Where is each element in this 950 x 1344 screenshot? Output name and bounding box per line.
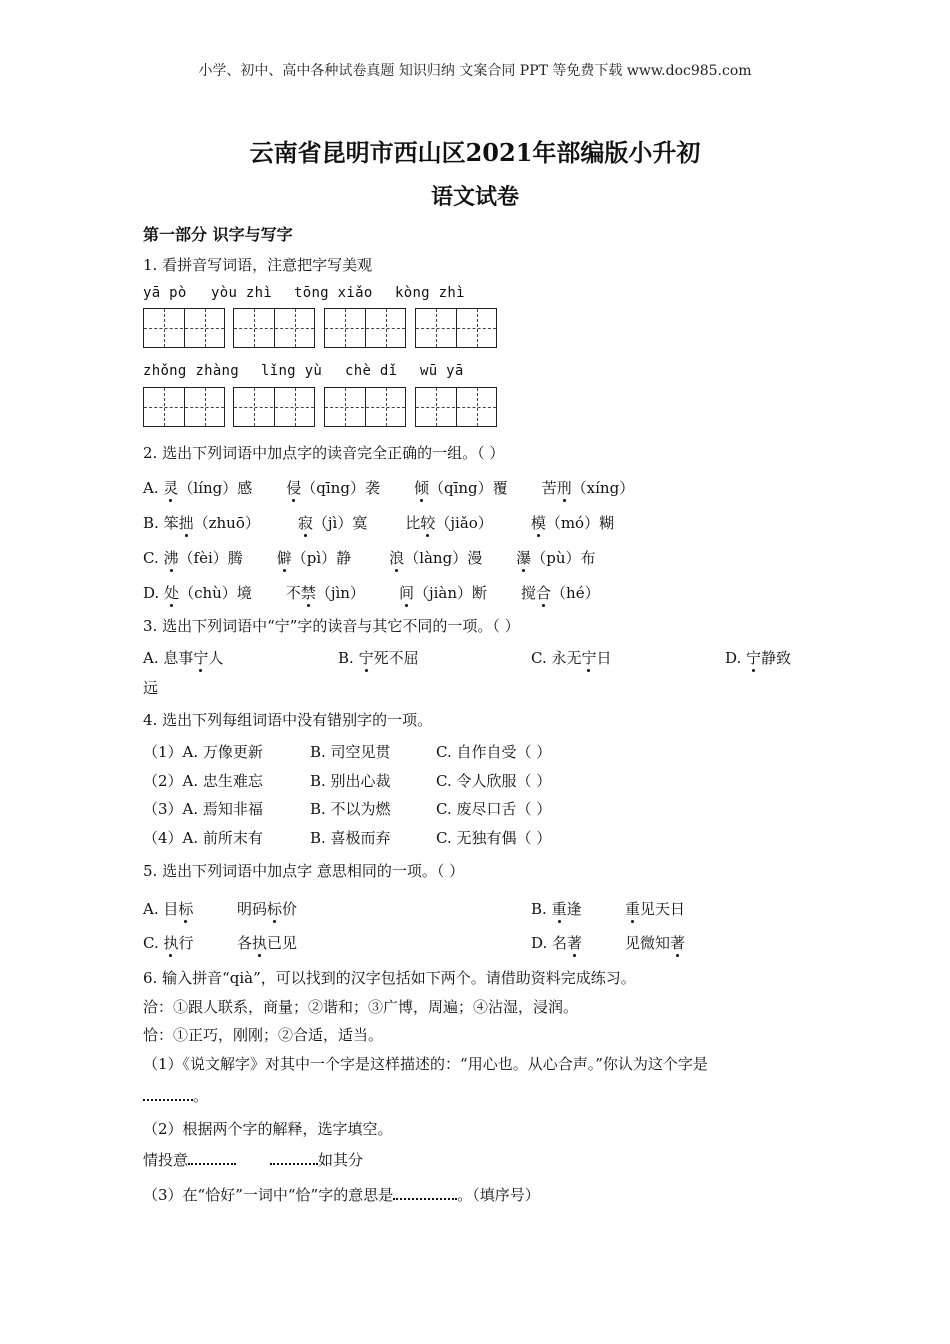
subquestion-6-3: （3）在“恰好”一词中“恰”字的意思是 。（填序号） (143, 1186, 540, 1204)
option-3a: A. 息事宁人 (143, 649, 224, 667)
answer-blank[interactable] (393, 1184, 457, 1200)
pinyin-7: chè dǐ (345, 363, 398, 379)
q4-row: C. 无独有偶（ ） (436, 829, 552, 847)
pinyin-8: wū yā (420, 363, 464, 379)
question-2: 2. 选出下列词语中加点字的读音完全正确的一组。（ ） (143, 444, 505, 462)
q4-row: C. 废尽口舌（ ） (436, 800, 552, 818)
page-header: 小学、初中、高中各种试卷真题 知识归纳 文案合同 PPT 等免费下载 www.doc985.com (198, 63, 752, 79)
writing-grid[interactable] (233, 387, 315, 427)
option-5d-2: 见微知著 (625, 934, 686, 952)
writing-grid[interactable] (415, 308, 497, 348)
section-heading: 第一部分 识字与写字 (143, 225, 293, 244)
answer-blank[interactable] (270, 1149, 318, 1165)
option-2b: B. 笨拙（zhuō） 寂（jì）寞 比较（jiǎo） 模（mó）糊 (143, 514, 615, 532)
q4-row: B. 不以为燃 (310, 800, 391, 818)
option-5d: D. 名著 (531, 934, 583, 952)
pinyin-5: zhǒng zhàng (143, 363, 240, 379)
option-5b-2: 重见天日 (625, 900, 686, 918)
pinyin-6: lǐng yù (261, 363, 323, 379)
question-3: 3. 选出下列词语中“宁”字的读音与其它不同的一项。（ ） (143, 617, 520, 635)
writing-grid[interactable] (143, 308, 225, 348)
q4-row: C. 令人欣服（ ） (436, 772, 552, 790)
option-3b: B. 宁死不屈 (338, 649, 419, 667)
q4-row: C. 自作自受（ ） (436, 743, 552, 761)
writing-grid[interactable] (233, 308, 315, 348)
exam-title: 云南省昆明市西山区2021年部编版小升初 (249, 138, 701, 167)
answer-line[interactable]: 。 (143, 1085, 208, 1106)
option-2c: C. 沸（fèi）腾 僻（pì）静 浪（làng）漫 瀑（pù）布 (143, 549, 596, 567)
option-5c: C. 执行 (143, 934, 194, 952)
subquestion-6-2: （2）根据两个字的解释，选字填空。 (143, 1120, 393, 1138)
q4-row: B. 别出心裁 (310, 772, 391, 790)
option-5c-2: 各执已见 (237, 934, 298, 952)
pinyin-2: yòu zhì (211, 285, 273, 301)
option-2d: D. 处（chù）境 不禁（jìn） 间（jiàn）断 搅合（hé） (143, 584, 600, 602)
question-4: 4. 选出下列每组词语中没有错别字的一项。 (143, 711, 433, 729)
subquestion-6-1: （1）《说文解字》对其中一个字是这样描述的：“用心也。从心合声。”你认为这个字是 (143, 1055, 708, 1073)
pinyin-3: tōng xiǎo (294, 285, 373, 301)
option-5a-2: 明码标价 (237, 900, 298, 918)
question-5: 5. 选出下列词语中加点字 意思相同的一项。（ ） (143, 862, 465, 880)
q4-row: （4）A. 前所末有 (143, 829, 263, 847)
definition-qia-2: 恰：①正巧，刚刚；②合适，适当。 (143, 1026, 384, 1044)
answer-blank[interactable] (188, 1149, 236, 1165)
option-3d: D. 宁静致 (725, 649, 792, 667)
q4-row: （3）A. 焉知非福 (143, 800, 263, 818)
q4-row: B. 喜极而弃 (310, 829, 391, 847)
writing-grid[interactable] (324, 308, 406, 348)
writing-grid[interactable] (143, 387, 225, 427)
writing-grid[interactable] (324, 387, 406, 427)
option-2a: A. 灵（líng）感 侵（qīng）袭 倾（qīng）覆 苦刑（xíng） (143, 479, 635, 497)
option-3d-cont: 远 (143, 679, 159, 697)
q4-row: （2）A. 忠生难忘 (143, 772, 263, 790)
question-6: 6. 输入拼音“qià”，可以找到的汉字包括如下两个。请借助资料完成练习。 (143, 969, 636, 987)
option-5a: A. 目标 (143, 900, 194, 918)
q4-row: （1）A. 万像更新 (143, 743, 263, 761)
pinyin-4: kòng zhì (395, 285, 465, 301)
pinyin-1: yā pò (143, 285, 187, 301)
option-5b: B. 重逢 (531, 900, 582, 918)
fill-blank-row: 情投意 如其分 (143, 1151, 364, 1169)
writing-grid[interactable] (415, 387, 497, 427)
definition-qia-1: 洽：①跟人联系，商量；②谐和；③广博，周遍；④沾湿，浸润。 (143, 998, 579, 1016)
option-3c: C. 永无宁日 (531, 649, 612, 667)
question-1: 1. 看拼音写词语，注意把字写美观 (143, 256, 373, 274)
exam-subtitle: 语文试卷 (430, 184, 519, 210)
q4-row: B. 司空见贯 (310, 743, 391, 761)
